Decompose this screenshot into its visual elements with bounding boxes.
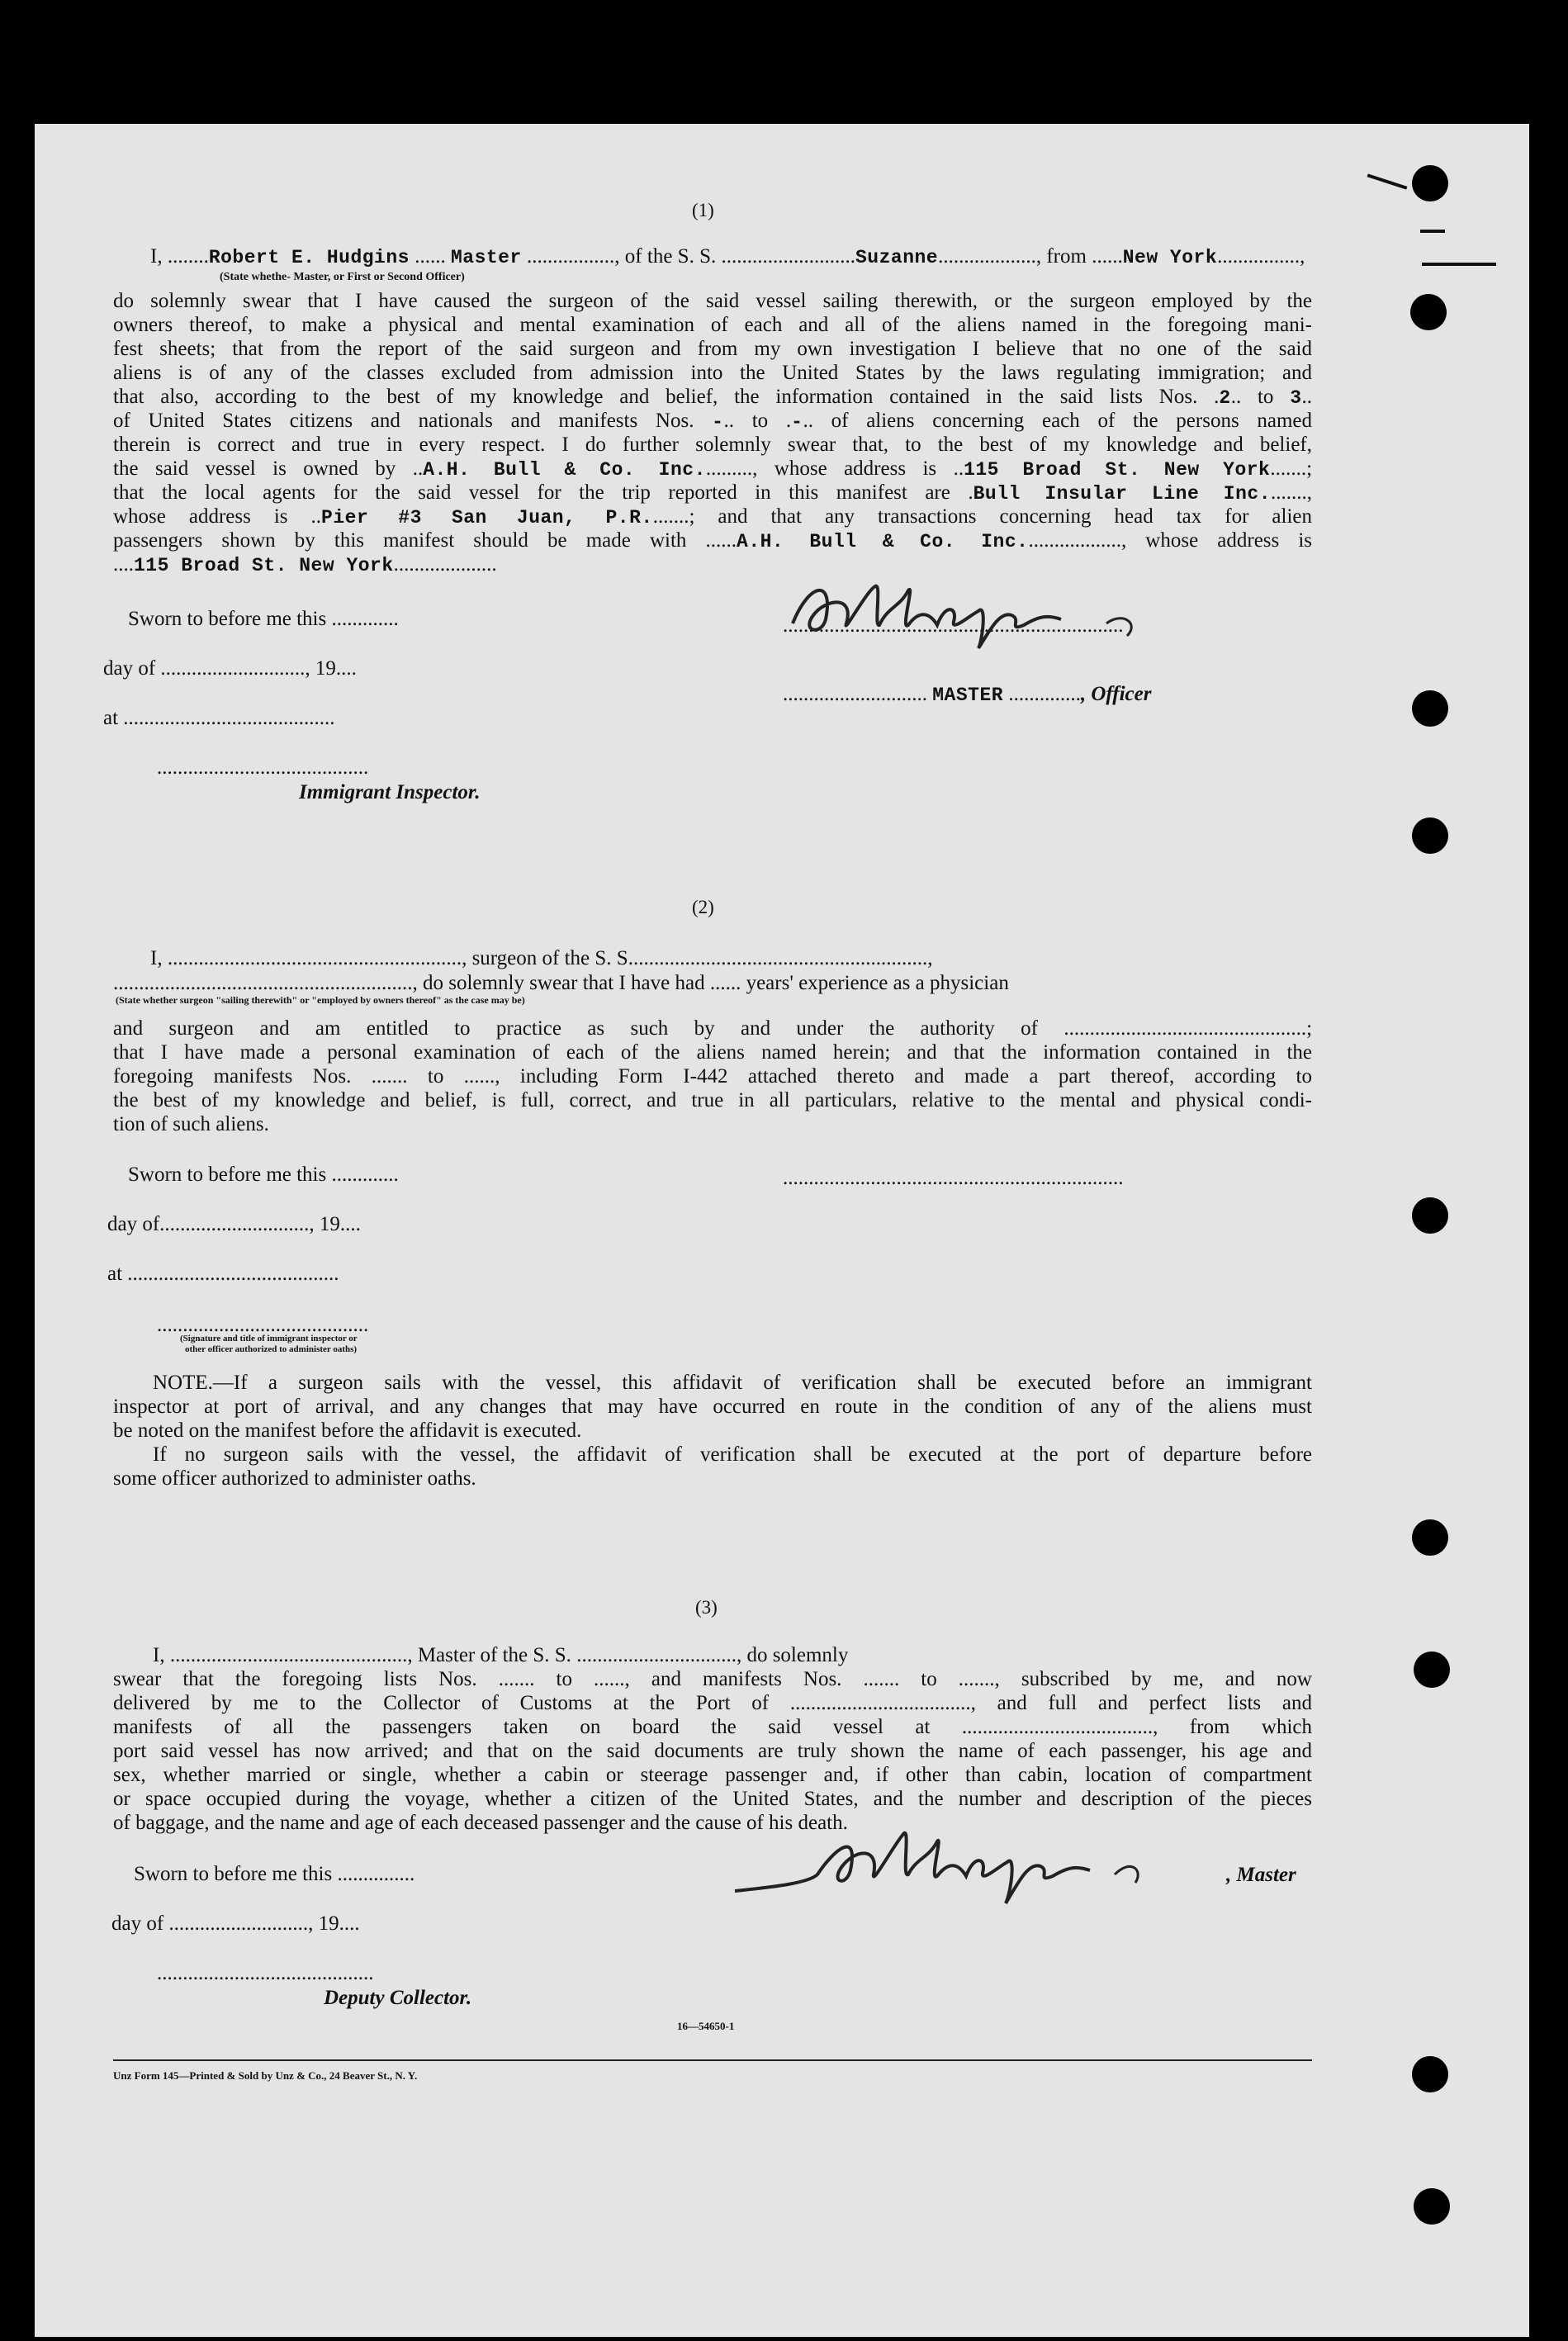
collector-text-line: of baggage, and the name and age of each deceased passenger and the cause of his death.	[113, 1812, 848, 1834]
collector-text-line: port said vessel has now arrived; and that on the said documents are truly shown the name of each passenger, his age and	[113, 1740, 1312, 1762]
binder-hole	[1412, 1197, 1448, 1234]
officer-title: MASTER	[932, 685, 1004, 706]
binder-hole	[1412, 690, 1448, 727]
owner-line: the said vessel is owned by ..A.H. Bull & Co. Inc.........., whose address is ..115 Broad St. New York.......;	[113, 457, 1313, 481]
collector-text-line: sex, whether married or single, whether a cabin or steerage passenger and, if other than cabin, location of compartment	[113, 1764, 1312, 1786]
binder-hole	[1414, 1651, 1450, 1688]
collector-text-line: delivered by me to the Collector of Customs at the Port of ..................................., and full and perfect lists and	[113, 1692, 1312, 1714]
sworn-line: Sworn to before me this .............	[128, 608, 399, 630]
printer-imprint: Unz Form 145—Printed & Sold by Unz & Co., 24 Beaver St., N. Y.	[113, 2069, 418, 2082]
binder-hole	[1412, 2056, 1448, 2092]
owner-address: 115 Broad St. New York	[964, 459, 1271, 481]
inspector-label: Immigrant Inspector.	[299, 781, 481, 803]
note-line: some officer authorized to administer oaths.	[113, 1467, 476, 1490]
head-tax-address: 115 Broad St. New York	[134, 555, 394, 576]
section-number: (3)	[695, 1597, 718, 1618]
surgeon-text-line: foregoing manifests Nos. ....... to ......, including Form I-442 attached thereto and made a part thereof, according to	[113, 1065, 1312, 1088]
ship-name: Suzanne	[855, 247, 939, 268]
section-number: (2)	[692, 897, 714, 917]
collector-label: Deputy Collector.	[324, 1987, 472, 2009]
at-line: at .........................................	[103, 707, 335, 729]
binder-hole	[1410, 294, 1447, 330]
surgeon-text-line: the best of my knowledge and belief, is full, correct, and true in all particulars, relative to the mental and physical condi-	[113, 1089, 1312, 1111]
binder-hole	[1412, 817, 1448, 854]
head-tax-party: A.H. Bull & Co. Inc.	[737, 531, 1029, 552]
master-line: I, ........Robert E. Hudgins ...... Master ................., of the S. S. ..........................Suzanne..................., from ......New York................,	[150, 245, 1305, 268]
sworn-line: Sworn to before me this .............	[128, 1163, 399, 1186]
binder-hole	[1414, 2188, 1450, 2225]
master-signature	[727, 1808, 1255, 1916]
surgeon-line: I, ........................................................., surgeon of the S. S..........................................................,	[150, 947, 933, 969]
day-of-line: day of............................., 19....	[107, 1213, 361, 1235]
master-of-line: I, .............................................., Master of the S. S. ..............................., do solemnly	[153, 1644, 849, 1666]
agents-address: Pier #3 San Juan, P.R.	[321, 507, 653, 528]
master-signature-dots: ..................................................................	[783, 614, 1124, 637]
rank-caption: (State whethe- Master, or First or Second Officer)	[220, 271, 465, 283]
oath-text-line: owners thereof, to make a physical and mental examination of each and all of the aliens named in the foregoing mani-	[113, 314, 1312, 336]
note-line: If no surgeon sails with the vessel, the affidavit of verification shall be executed at the port of departure before	[153, 1443, 1312, 1466]
pen-mark	[1422, 263, 1496, 266]
manifests-line: of United States citizens and nationals and manifests Nos. -.. to .-.. of aliens concerning each of the persons named	[113, 410, 1313, 433]
surgeon-caption: (State whether surgeon "sailing therewith" or "employed by owners thereof" as the case may be)	[116, 994, 525, 1006]
oath-text-line: do solemnly swear that I have caused the surgeon of the said vessel sailing therewith, or the surgeon employed by the	[113, 290, 1312, 312]
lists-line: that also, according to the best of my knowledge and belief, the information contained in the said lists Nos. .2.. to 3..	[113, 386, 1313, 409]
local-agents: Bull Insular Line Inc.	[973, 483, 1271, 505]
inspector-caption: (Signature and title of immigrant inspector or other officer authorized to administer oaths)	[180, 1334, 358, 1354]
oath-text-line: aliens is of any of the classes excluded from admission into the United States by the laws regulating immigration; and	[113, 362, 1312, 384]
surgeon-signature-dots: ..................................................................	[783, 1167, 1124, 1189]
signature-dots: .........................................	[157, 1314, 369, 1336]
footer-rule	[113, 2059, 1312, 2061]
day-of-line: day of ............................, 19....	[103, 657, 357, 680]
signature-dots: .........................................	[157, 756, 369, 779]
section-number: (1)	[692, 200, 714, 220]
head-tax-line: passengers shown by this manifest should be made with ......A.H. Bull & Co. Inc..................., whose address is	[113, 529, 1313, 552]
master-rank: Master	[450, 247, 522, 268]
collector-text-line: or space occupied during the voyage, whether a citizen of the United States, and the number and description of the pieces	[113, 1788, 1312, 1810]
surgeon-text-line: and surgeon and am entitled to practice as such by and under the authority of ...............................................;	[113, 1017, 1313, 1040]
note-line: be noted on the manifest before the affidavit is executed.	[113, 1419, 582, 1442]
day-of-line: day of ..........................., 19....	[111, 1912, 360, 1935]
note-line: inspector at port of arrival, and any changes that may have occurred en route in the condition of any of the aliens must	[113, 1396, 1312, 1418]
head-tax-address-line: ....115 Broad St. New York....................	[113, 553, 497, 576]
note-line: NOTE.—If a surgeon sails with the vessel, this affidavit of verification shall be executed before an immigrant	[153, 1372, 1312, 1394]
oath-text-line: therein is correct and true in every respect. I do further solemnly swear that, to the best of my knowledge and belief,	[113, 434, 1312, 456]
sworn-line: Sworn to before me this ...............	[134, 1863, 415, 1885]
officer-line: ............................ MASTER .............., Officer	[783, 683, 1152, 706]
departure-port: New York	[1122, 247, 1218, 268]
collector-text-line: manifests of all the passengers taken on board the said vessel at ....................................., from which	[113, 1716, 1312, 1738]
binder-hole	[1412, 1519, 1448, 1556]
owner-name: A.H. Bull & Co. Inc.	[423, 459, 706, 481]
pen-mark	[1420, 230, 1445, 233]
agents-address-line: whose address is ..Pier #3 San Juan, P.R........; and that any transactions concerning head tax for alien	[113, 505, 1312, 528]
signature-dots: ..........................................	[157, 1962, 374, 1984]
surgeon-text-line: tion of such aliens.	[113, 1113, 269, 1135]
master-label: , Master	[1226, 1864, 1296, 1886]
surgeon-text-line: that I have made a personal examination of each of the aliens named herein; and that the information contained in the	[113, 1041, 1312, 1064]
master-name: Robert E. Hudgins	[208, 247, 410, 268]
binder-hole	[1412, 165, 1448, 201]
collector-text-line: swear that the foregoing lists Nos. ....... to ......, and manifests Nos. ....... to ......., subscribed by me, and now	[113, 1668, 1312, 1690]
agents-line: that the local agents for the said vessel for the trip reported in this manifest are .Bull Insular Line Inc........,	[113, 481, 1312, 505]
surgeon-experience-line: .........................................................., do solemnly swear that I have had ...... years' experience as a physician	[113, 972, 1009, 994]
oath-text-line: fest sheets; that from the report of the said surgeon and from my own investigation I believe that no one of the said	[113, 338, 1312, 360]
form-number: 16—54650-1	[677, 2020, 735, 2032]
master-signature	[776, 574, 1305, 652]
at-line: at .........................................	[107, 1263, 339, 1285]
